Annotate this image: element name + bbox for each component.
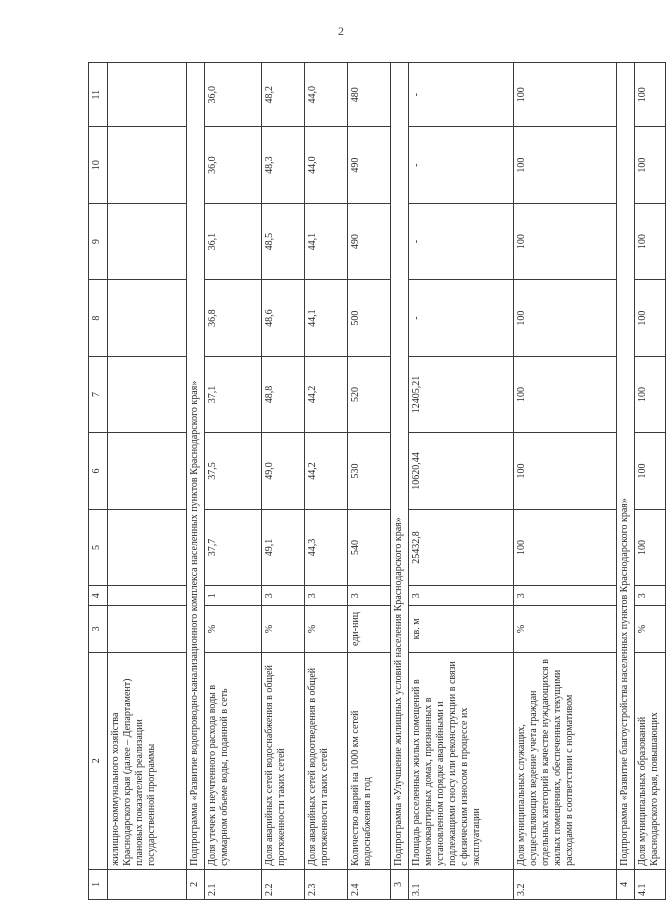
row-number: 4.1	[635, 869, 666, 899]
value-cell: 12405,21	[409, 356, 514, 432]
header-cell: 8	[89, 280, 108, 356]
column-number-row	[89, 63, 108, 900]
value-cell: 37,5	[205, 433, 262, 509]
indicator-row	[305, 63, 348, 900]
value-cell: 530	[348, 433, 391, 509]
value-cell	[108, 509, 187, 585]
subprogram-row	[391, 63, 409, 900]
unit-cell	[108, 606, 187, 652]
value-cell	[108, 203, 187, 279]
value-cell: -	[409, 203, 514, 279]
value-cell: 44,2	[305, 356, 348, 432]
row-number: 3.2	[514, 869, 617, 899]
header-cell: 5	[89, 509, 108, 585]
value-cell: 100	[635, 63, 666, 127]
value-cell: 44,1	[305, 203, 348, 279]
status-cell: 3	[409, 586, 514, 606]
value-cell: 36,1	[205, 203, 262, 279]
value-cell: 490	[348, 203, 391, 279]
value-cell	[108, 356, 187, 432]
row-number: 2.4	[348, 869, 391, 899]
indicator-text: Доля аварийных сетей водоснабжения в общей протяженности таких сетей	[262, 652, 305, 869]
unit-cell: %	[514, 606, 617, 652]
header-cell: 11	[89, 63, 108, 127]
value-cell: 100	[635, 509, 666, 585]
indicator-text: Доля утечек и неучтенного расхода воды в суммарном объеме воды, поданной в сеть	[205, 652, 262, 869]
value-cell: 100	[514, 356, 617, 432]
indicators-table	[88, 62, 666, 900]
value-cell: 100	[635, 127, 666, 203]
row-number: 2.3	[305, 869, 348, 899]
value-cell: 37,7	[205, 509, 262, 585]
value-cell: -	[409, 63, 514, 127]
indicator-row	[409, 63, 514, 900]
value-cell: 25432,8	[409, 509, 514, 585]
value-cell: 48,8	[262, 356, 305, 432]
value-cell: 100	[514, 63, 617, 127]
subprogram-title: Подпрограмма «Развитие благоустройства населенных пунктов Краснодарского края»	[617, 63, 635, 870]
value-cell: 36,8	[205, 280, 262, 356]
unit-cell: %	[305, 606, 348, 652]
status-cell: 1	[205, 586, 262, 606]
value-cell: 100	[514, 280, 617, 356]
status-cell: 3	[348, 586, 391, 606]
row-number: 3.1	[409, 869, 514, 899]
unit-cell: кв. м	[409, 606, 514, 652]
indicator-text: Доля аварийных сетей водоотведения в общей протяженности таких сетей	[305, 652, 348, 869]
value-cell: 100	[514, 433, 617, 509]
value-cell: 36,0	[205, 127, 262, 203]
unit-cell: %	[262, 606, 305, 652]
unit-cell: %	[205, 606, 262, 652]
value-cell	[108, 127, 187, 203]
subprogram-title: Подпрограмма «Улучшение жилищных условий населения Краснодарского края»	[391, 63, 409, 870]
header-cell: 6	[89, 433, 108, 509]
value-cell: -	[409, 127, 514, 203]
indicator-text: Доля муниципальных служащих, осуществляющих ведение учета граждан отдельных категорий в качестве нуждающихся в жилых помещениях, обеспеченных текущими расходами в соответствии с нормативом	[514, 652, 617, 869]
value-cell: 500	[348, 280, 391, 356]
indicator-row	[514, 63, 617, 900]
value-cell: 37,1	[205, 356, 262, 432]
status-cell	[108, 586, 187, 606]
value-cell: 48,3	[262, 127, 305, 203]
value-cell: 100	[514, 127, 617, 203]
indicator-row	[262, 63, 305, 900]
header-cell: 9	[89, 203, 108, 279]
value-cell: 100	[635, 433, 666, 509]
value-cell: 49,1	[262, 509, 305, 585]
unit-cell: еди-ниц	[348, 606, 391, 652]
row-number	[108, 869, 187, 899]
value-cell: 44,0	[305, 127, 348, 203]
value-cell: 100	[635, 356, 666, 432]
indicator-text: жилищно-коммунального хозяйства Краснодарского края (далее – Департамент) плановых показателей реализации государственной программы	[108, 652, 187, 869]
value-cell: 44,0	[305, 63, 348, 127]
status-cell: 3	[262, 586, 305, 606]
value-cell	[108, 63, 187, 127]
continuation-row	[108, 63, 187, 900]
value-cell: 100	[635, 280, 666, 356]
value-cell: 520	[348, 356, 391, 432]
value-cell	[108, 433, 187, 509]
header-cell: 1	[89, 869, 108, 899]
status-cell: 3	[305, 586, 348, 606]
value-cell: 100	[635, 203, 666, 279]
status-cell: 3	[514, 586, 617, 606]
rotated-table-frame	[88, 62, 660, 900]
header-cell: 3	[89, 606, 108, 652]
unit-cell: %	[635, 606, 666, 652]
indicator-text: Количество аварий на 1000 км сетей водоснабжения в год	[348, 652, 391, 869]
row-number: 2.1	[205, 869, 262, 899]
value-cell: 48,2	[262, 63, 305, 127]
status-cell: 3	[635, 586, 666, 606]
section-number: 2	[187, 869, 205, 899]
subprogram-row	[187, 63, 205, 900]
value-cell: 10620,44	[409, 433, 514, 509]
value-cell: 49,0	[262, 433, 305, 509]
indicator-text: Площадь расселенных жилых помещений в многоквартирных домах, признанных в установленном порядке аварийными и подлежащими сносу или реконструкции в связи с физическим износом в процессе их эксплуатации	[409, 652, 514, 869]
document-sheet	[88, 62, 660, 900]
value-cell: 36,0	[205, 63, 262, 127]
indicator-row	[348, 63, 391, 900]
header-cell: 4	[89, 586, 108, 606]
header-cell: 10	[89, 127, 108, 203]
header-cell: 2	[89, 652, 108, 869]
indicator-row	[635, 63, 666, 900]
value-cell: 540	[348, 509, 391, 585]
section-number: 3	[391, 869, 409, 899]
subprogram-title: Подпрограмма «Развитие водопроводно-канализационного комплекса населенных пунктов Краснодарского края»	[187, 63, 205, 870]
indicator-text: Доля муниципальных образований Краснодарского края, повышающих	[635, 652, 666, 869]
value-cell: 44,1	[305, 280, 348, 356]
value-cell	[108, 280, 187, 356]
value-cell: 490	[348, 127, 391, 203]
value-cell: 48,6	[262, 280, 305, 356]
value-cell: -	[409, 280, 514, 356]
header-cell: 7	[89, 356, 108, 432]
indicator-row	[205, 63, 262, 900]
value-cell: 480	[348, 63, 391, 127]
value-cell: 44,3	[305, 509, 348, 585]
value-cell: 100	[514, 509, 617, 585]
row-number: 2.2	[262, 869, 305, 899]
page-number: 2	[338, 24, 344, 38]
value-cell: 44,2	[305, 433, 348, 509]
value-cell: 48,5	[262, 203, 305, 279]
subprogram-row	[617, 63, 635, 900]
value-cell: 100	[514, 203, 617, 279]
section-number: 4	[617, 869, 635, 899]
